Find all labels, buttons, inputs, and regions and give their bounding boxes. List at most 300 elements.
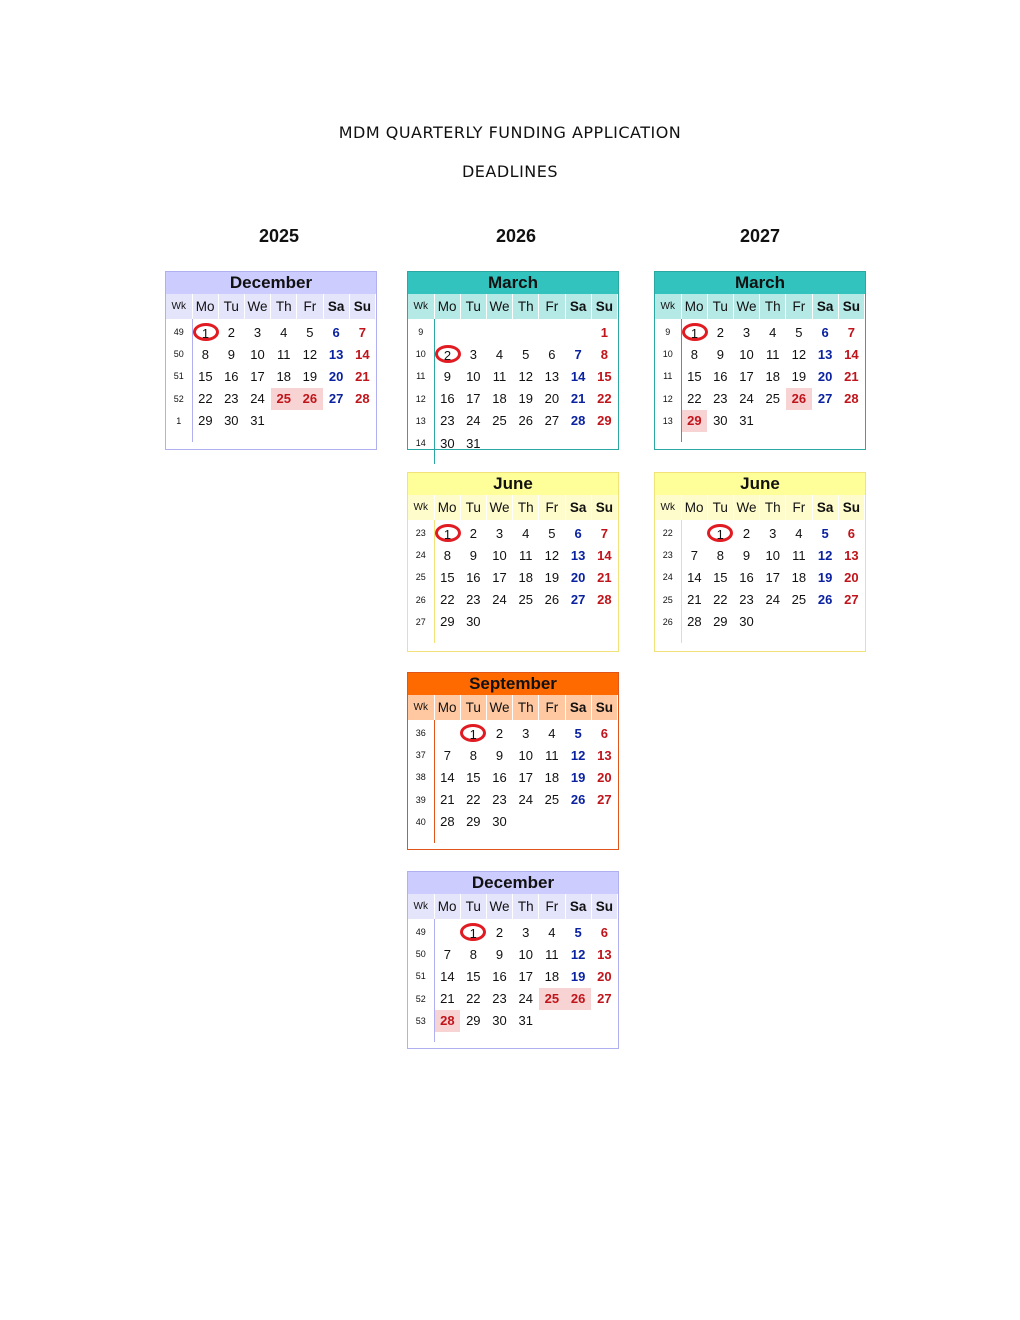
day-number: 20 [597, 769, 612, 785]
day-header: Th [271, 294, 297, 319]
day-cell [539, 766, 565, 788]
day-cell [838, 319, 864, 343]
calendar-week-row [408, 432, 618, 454]
empty-day-cell [539, 1010, 565, 1032]
day-number: 4 [548, 924, 556, 940]
day-number: 13 [597, 946, 612, 962]
day-number: 23 [739, 592, 754, 608]
week-number: 11 [408, 365, 434, 387]
week-number: 49 [166, 319, 192, 343]
day-cell [323, 365, 349, 387]
empty-day-cell [434, 720, 460, 744]
week-number: 49 [408, 919, 434, 943]
day-cell [486, 589, 512, 611]
day-number: 9 [227, 346, 235, 362]
empty-day-cell [539, 432, 565, 454]
day-cell [707, 589, 733, 611]
day-cell [192, 388, 218, 410]
day-cell [323, 343, 349, 365]
week-number: 39 [408, 789, 434, 811]
day-number: 29 [466, 814, 481, 830]
day-cell [460, 589, 486, 611]
day-header: Tu [460, 294, 486, 319]
day-cell [486, 919, 512, 943]
day-number: 31 [739, 413, 754, 429]
day-cell [297, 343, 323, 365]
day-number: 29 [687, 413, 702, 429]
day-cell [707, 319, 733, 343]
day-number: 4 [769, 324, 777, 340]
day-cell [349, 319, 375, 343]
empty-day-cell [539, 319, 565, 343]
day-cell [486, 343, 512, 365]
day-number: 11 [545, 946, 559, 962]
calendar-week-row [408, 1010, 618, 1032]
empty-day-cell [565, 611, 591, 633]
calendar-month-title: June [655, 473, 865, 495]
day-cell [539, 919, 565, 943]
day-number: 1 [600, 324, 608, 340]
empty-day-cell [591, 1010, 617, 1032]
day-cell [513, 520, 539, 544]
day-header: Fr [786, 294, 812, 319]
empty-day-cell [486, 319, 512, 343]
day-cell [838, 520, 864, 544]
day-header: We [486, 495, 512, 520]
day-cell [786, 520, 812, 544]
day-number: 19 [817, 569, 833, 585]
day-number: 29 [198, 413, 213, 429]
day-cell [513, 365, 539, 387]
week-number: 50 [408, 943, 434, 965]
day-number: 22 [466, 991, 481, 1007]
day-number: 21 [570, 391, 586, 407]
day-number: 13 [844, 547, 859, 563]
day-number: 2 [469, 525, 477, 541]
day-number: 14 [844, 346, 859, 362]
day-header: Th [513, 495, 539, 520]
calendar-december-2026 [407, 871, 619, 1049]
calendar-march-2026 [407, 271, 619, 450]
day-cell [460, 766, 486, 788]
day-number: 9 [742, 547, 751, 563]
day-number: 27 [544, 413, 560, 429]
day-cell [486, 365, 512, 387]
day-number: 28 [844, 391, 859, 407]
day-cell [460, 789, 486, 811]
day-header: Su [349, 294, 375, 319]
day-number: 9 [495, 946, 504, 962]
day-number: 12 [544, 547, 560, 563]
day-number: 18 [492, 391, 507, 407]
day-cell [786, 589, 812, 611]
day-number: 19 [791, 368, 807, 384]
deadline-date: 1 [460, 724, 486, 742]
day-cell [486, 965, 512, 987]
day-header: Fr [297, 294, 323, 319]
day-cell [486, 943, 512, 965]
day-number: 3 [522, 725, 530, 741]
day-header: Tu [460, 495, 486, 520]
day-cell [513, 343, 539, 365]
day-number: 25 [276, 391, 291, 407]
week-number: 10 [408, 343, 434, 365]
day-number: 12 [302, 346, 318, 362]
calendar-week-row [408, 988, 618, 1010]
day-number: 12 [791, 346, 807, 362]
day-number: 7 [443, 946, 451, 962]
day-number: 2 [227, 324, 235, 340]
calendar-week-row [655, 365, 865, 387]
day-header: Wk [655, 495, 681, 520]
day-header: Sa [565, 894, 591, 919]
day-number: 3 [469, 346, 477, 362]
day-header: We [244, 294, 270, 319]
day-number: 6 [600, 725, 608, 741]
day-cell [513, 544, 539, 566]
calendar-week-row [408, 319, 618, 343]
week-number: 10 [655, 343, 681, 365]
day-number: 8 [716, 547, 724, 563]
day-header: Mo [434, 294, 460, 319]
deadline-date: 1 [460, 923, 486, 941]
day-cell [565, 343, 591, 365]
day-cell [786, 566, 812, 588]
day-cell [565, 988, 591, 1010]
day-number: 23 [224, 391, 239, 407]
day-cell [539, 965, 565, 987]
page-title: MDM QUARTERLY FUNDING APPLICATION [338, 123, 682, 142]
day-number: 4 [548, 725, 556, 741]
day-cell [434, 766, 460, 788]
calendar-week-row [408, 365, 618, 387]
day-cell [760, 388, 786, 410]
day-number: 15 [466, 968, 481, 984]
day-number: 7 [847, 324, 855, 340]
day-cell [707, 520, 733, 544]
day-cell [591, 520, 617, 544]
calendar-week-row [166, 343, 376, 365]
day-number: 25 [492, 413, 507, 429]
day-header: Mo [434, 495, 460, 520]
calendar-week-row [655, 410, 865, 432]
deadline-date: 1 [435, 524, 461, 542]
day-number: 16 [713, 368, 728, 384]
day-number: 21 [844, 368, 859, 384]
day-cell [323, 319, 349, 343]
week-number: 12 [408, 388, 434, 410]
day-cell [486, 811, 512, 833]
day-cell [565, 919, 591, 943]
day-cell [460, 811, 486, 833]
day-cell [486, 1010, 512, 1032]
day-number: 14 [570, 368, 586, 384]
day-number: 9 [469, 547, 477, 563]
day-number: 28 [440, 1013, 455, 1029]
day-number: 14 [597, 547, 612, 563]
day-header: Mo [434, 695, 460, 720]
day-number: 16 [440, 391, 455, 407]
week-number: 52 [408, 988, 434, 1010]
day-cell [591, 744, 617, 766]
day-number: 10 [518, 946, 533, 962]
day-number: 6 [574, 525, 582, 541]
day-number: 5 [795, 324, 803, 340]
day-cell [218, 410, 244, 432]
day-number: 22 [713, 592, 728, 608]
day-number: 11 [518, 547, 533, 563]
day-cell [297, 365, 323, 387]
day-number: 26 [518, 413, 533, 429]
day-number: 8 [443, 547, 451, 563]
page-subtitle: DEADLINES [461, 162, 559, 181]
empty-day-cell [786, 611, 812, 633]
day-number: 17 [518, 769, 533, 785]
day-number: 7 [574, 346, 582, 362]
day-cell [192, 410, 218, 432]
calendar-march-2027 [654, 271, 866, 450]
day-header: Mo [192, 294, 218, 319]
day-number: 11 [792, 547, 806, 563]
empty-day-cell [565, 1010, 591, 1032]
day-cell [486, 988, 512, 1010]
day-cell [486, 520, 512, 544]
day-header: Tu [218, 294, 244, 319]
day-cell [539, 789, 565, 811]
week-number: 11 [655, 365, 681, 387]
day-number: 8 [469, 946, 477, 962]
day-number: 29 [597, 413, 612, 429]
day-cell [681, 319, 707, 343]
week-number: 9 [408, 319, 434, 343]
calendar-week-row [655, 589, 865, 611]
day-cell [192, 343, 218, 365]
calendar-month-title: September [408, 673, 618, 695]
day-number: 30 [492, 814, 507, 830]
week-number: 23 [408, 520, 434, 544]
deadline-date: 1 [707, 524, 733, 542]
day-cell [565, 766, 591, 788]
day-number: 23 [440, 413, 455, 429]
day-cell [681, 410, 707, 432]
calendar-week-row [408, 343, 618, 365]
day-cell [591, 965, 617, 987]
day-cell [271, 388, 297, 410]
day-number: 20 [844, 569, 859, 585]
day-number: 26 [302, 391, 318, 407]
day-cell [297, 319, 323, 343]
week-number: 25 [655, 589, 681, 611]
day-cell [434, 943, 460, 965]
day-cell [760, 520, 786, 544]
day-cell [733, 589, 759, 611]
day-cell [271, 365, 297, 387]
week-number: 27 [408, 611, 434, 633]
day-cell [812, 520, 838, 544]
day-number: 10 [739, 346, 754, 362]
day-number: 24 [518, 792, 533, 808]
empty-day-cell [838, 611, 864, 633]
day-number: 25 [518, 592, 533, 608]
day-number: 3 [253, 324, 262, 340]
day-cell [323, 388, 349, 410]
week-number: 12 [655, 388, 681, 410]
empty-day-cell [812, 611, 838, 633]
day-number: 11 [492, 368, 507, 384]
day-number: 18 [791, 569, 807, 585]
day-cell [244, 343, 270, 365]
day-number: 28 [687, 614, 702, 630]
calendar-month-title: March [655, 272, 865, 294]
day-number: 9 [443, 368, 451, 384]
day-cell [513, 388, 539, 410]
day-header: Wk [408, 695, 434, 720]
day-cell [434, 1010, 460, 1032]
week-number: 22 [655, 520, 681, 544]
deadline-date: 1 [682, 323, 708, 341]
day-cell [707, 410, 733, 432]
day-cell [591, 388, 617, 410]
day-number: 24 [765, 592, 780, 608]
day-number: 20 [544, 391, 560, 407]
empty-day-cell [812, 410, 838, 432]
day-cell [812, 566, 838, 588]
day-number: 30 [466, 614, 481, 630]
calendar-week-row [655, 566, 865, 588]
day-cell [192, 319, 218, 343]
calendar-month-title: December [166, 272, 376, 294]
calendar-month-title: March [408, 272, 618, 294]
day-number: 18 [544, 968, 560, 984]
day-cell [707, 343, 733, 365]
day-number: 5 [306, 324, 314, 340]
day-number: 12 [570, 946, 586, 962]
day-cell [591, 343, 617, 365]
day-cell [539, 410, 565, 432]
day-number: 21 [440, 991, 455, 1007]
day-cell [786, 544, 812, 566]
day-cell [733, 319, 759, 343]
day-cell [434, 343, 460, 365]
calendar-week-row [655, 611, 865, 633]
day-cell [565, 744, 591, 766]
empty-day-cell [460, 319, 486, 343]
year-label-2025: 2025 [258, 226, 300, 246]
day-number: 28 [440, 814, 455, 830]
day-number: 24 [250, 391, 265, 407]
day-cell [434, 988, 460, 1010]
day-cell [349, 343, 375, 365]
week-number: 37 [408, 744, 434, 766]
day-header: Su [591, 894, 617, 919]
day-number: 5 [574, 924, 582, 940]
day-cell [591, 319, 617, 343]
week-number: 50 [166, 343, 192, 365]
week-number: 23 [655, 544, 681, 566]
day-header: We [486, 894, 512, 919]
calendar-week-row [655, 544, 865, 566]
day-cell [565, 566, 591, 588]
day-number: 6 [821, 324, 829, 340]
day-number: 29 [440, 614, 455, 630]
day-cell [812, 544, 838, 566]
day-number: 16 [224, 368, 239, 384]
empty-day-cell [486, 432, 512, 454]
day-number: 17 [739, 368, 754, 384]
day-number: 11 [765, 346, 780, 362]
day-cell [733, 388, 759, 410]
day-cell [460, 965, 486, 987]
week-number: 1 [166, 410, 192, 432]
day-number: 19 [302, 368, 318, 384]
day-number: 29 [713, 614, 728, 630]
day-number: 6 [332, 324, 340, 340]
day-cell [681, 611, 707, 633]
day-number: 16 [739, 569, 754, 585]
day-header: Su [591, 495, 617, 520]
day-cell [539, 744, 565, 766]
day-number: 10 [492, 547, 507, 563]
day-number: 22 [687, 391, 702, 407]
day-number: 15 [687, 368, 702, 384]
day-header: Su [838, 495, 864, 520]
week-number: 51 [408, 965, 434, 987]
week-number: 38 [408, 766, 434, 788]
day-cell [539, 943, 565, 965]
week-number: 13 [408, 410, 434, 432]
day-number: 13 [597, 747, 612, 763]
day-cell [565, 789, 591, 811]
day-cell [218, 343, 244, 365]
calendar-week-row [655, 388, 865, 410]
day-header: Sa [565, 695, 591, 720]
day-number: 17 [466, 391, 481, 407]
calendar-june-2027 [654, 472, 866, 652]
day-cell [707, 388, 733, 410]
empty-day-cell [591, 811, 617, 833]
day-cell [591, 589, 617, 611]
day-cell [539, 988, 565, 1010]
calendar-week-row [166, 388, 376, 410]
day-cell [434, 520, 460, 544]
day-number: 31 [518, 1013, 533, 1029]
day-number: 13 [570, 547, 586, 563]
day-number: 27 [817, 391, 833, 407]
day-number: 26 [791, 391, 807, 407]
day-number: 23 [713, 391, 728, 407]
day-cell [565, 520, 591, 544]
day-number: 29 [466, 1013, 481, 1029]
calendar-week-row [166, 365, 376, 387]
empty-day-cell [539, 811, 565, 833]
day-cell [760, 319, 786, 343]
day-cell [733, 343, 759, 365]
day-cell [218, 388, 244, 410]
day-cell [591, 720, 617, 744]
day-number: 31 [466, 435, 481, 451]
day-cell [565, 410, 591, 432]
day-number: 10 [250, 346, 265, 362]
day-number: 20 [817, 368, 833, 384]
day-number: 14 [440, 968, 455, 984]
empty-day-cell [513, 611, 539, 633]
empty-day-cell [349, 410, 375, 432]
day-header: Th [513, 894, 539, 919]
day-cell [812, 589, 838, 611]
day-number: 15 [597, 368, 612, 384]
day-number: 27 [328, 391, 344, 407]
day-number: 5 [548, 525, 556, 541]
